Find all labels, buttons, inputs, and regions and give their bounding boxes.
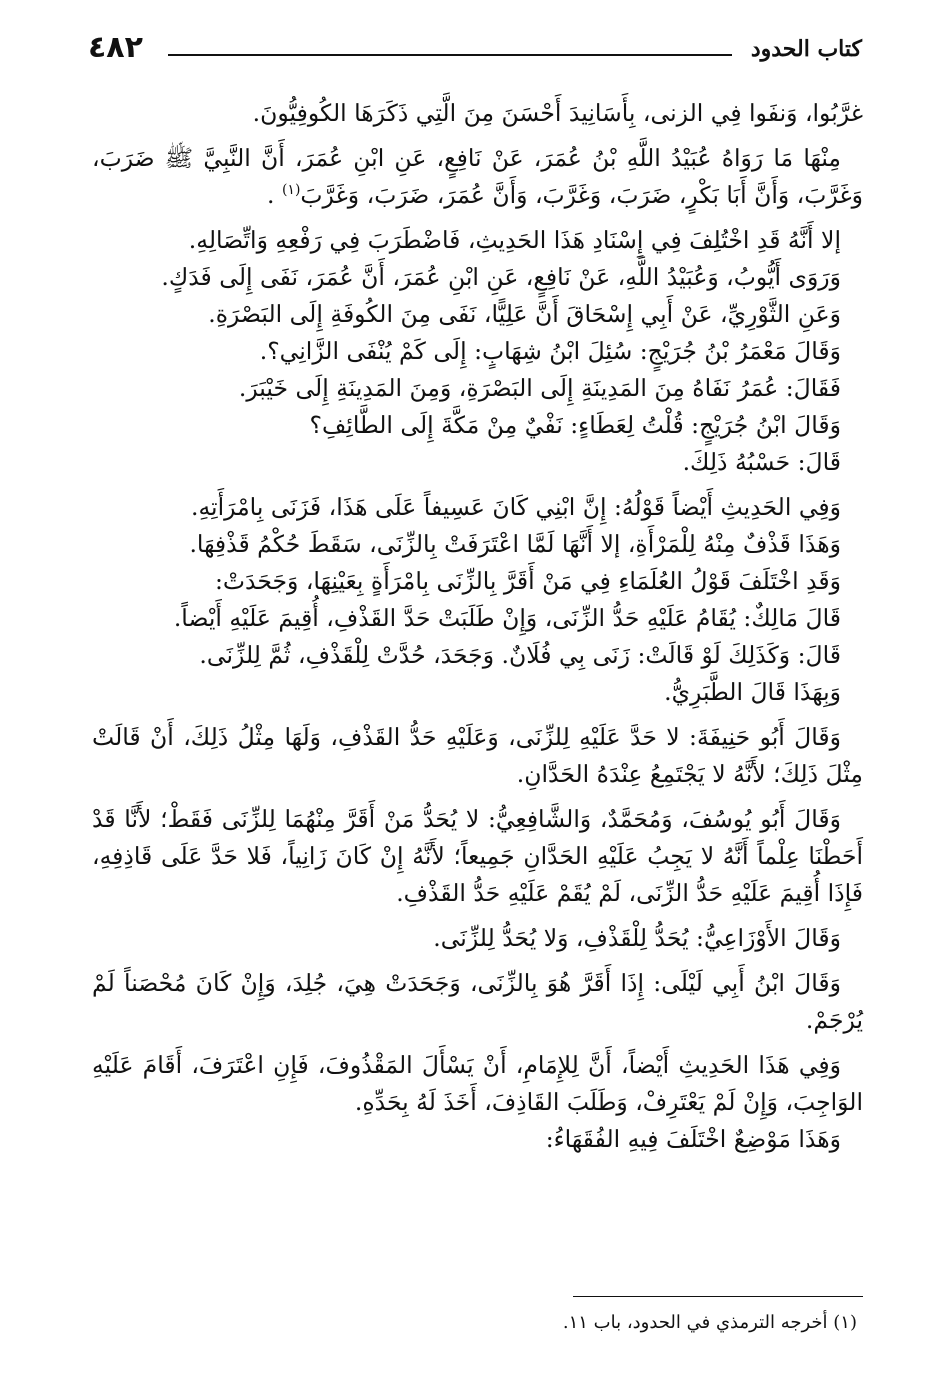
paragraph: فَقَالَ: عُمَرُ نَفَاهُ مِنَ المَدِينَةِ إِلَى البَصْرَةِ، وَمِنَ المَدِينَةِ إِلَى خَيْبَرَ. [238,374,841,402]
footnote: (١) أخرجه الترمذي في الحدود، باب ١١. [562,1312,857,1333]
paragraph: وَقَالَ ابْنُ جُرَيْجٍ: قُلْتُ لِعَطَاءٍ: نَفْيٌ مِنْ مَكَّةَ إِلَى الطَّائِفِ؟ [309,411,841,439]
paragraph: إلا أَنَّهُ قَدِ اخْتُلِفَ فِي إِسْنَادِ هَذَا الحَدِيثِ، فَاضْطَرَبَ فِي رَفْعِهِ وَاتِّصَالِهِ. [188,226,841,254]
paragraph: وَفِي هَذَا الحَدِيثِ أَيْضاً، أَنَّ لِلإِمَامِ، أَنْ يَسْأَلَ المَقْذُوفَ، فَإِنِ اعْتَرَفَ، أَقَامَ عَلَيْهِ الوَاجِبَ، وَإِنْ لَمْ يَعْتَرِفْ، وَطَلَبَ القَاذِفَ، أَخَذَ لَهُ بِحَدِّهِ. [92,1051,863,1116]
paragraph: وَقَدِ اخْتَلَفَ قَوْلُ العُلَمَاءِ فِي مَنْ أَقَرَّ بِالزِّنَى بِامْرَأَةٍ بِعَيْنِهَا، وَجَحَدَتْ: [214,567,841,595]
paragraph-text: مِنْهَا مَا رَوَاهُ عُبَيْدُ اللَّهِ بْنُ عُمَرَ، عَنْ نَافِعٍ، عَنِ ابْنِ عُمَرَ، أَنَّ النَّبِيَّ ﷺ ضَرَبَ، وَغَرَّبَ، وَأَنَّ أَبَا بَكْرٍ، ضَرَبَ، وَغَرَّبَ، وَأَنَّ عُمَرَ، ضَرَبَ، وَغَرَّبَ [92,144,863,209]
paragraph: وَفِي الحَدِيثِ أَيْضاً قَوْلُهُ: إِنَّ ابْنِي كَانَ عَسِيفاً عَلَى هَذَا، فَزَنَى بِامْرَأَتِهِ. [190,493,841,521]
paragraph: وَرَوَى أَيُّوبُ، وَعُبَيْدُ اللَّهِ، عَنْ نَافِعٍ، عَنِ ابْنِ عُمَرَ، أَنَّ عُمَرَ، نَفَى إِلَى فَدَكٍ. [161,263,841,291]
paragraph: وَهَذَا مَوْضِعٌ اخْتَلَفَ فِيهِ الفُقَهَاءُ: [545,1125,841,1153]
paragraph: وَقَالَ أَبُو يُوسُفَ، وَمُحَمَّدٌ، وَالشَّافِعِيُّ: لا يُحَدُّ مَنْ أَقَرَّ مِنْهُمَا لِلزِّنَى فَقَطْ؛ لأَنَّا قَدْ أَحَطْنَا عِلْماً أَنَّهُ لا يَجِبُ عَلَيْهِ الحَدَّانِ جَمِيعاً؛ لأَنَّهُ إِنْ كَانَ زَانِياً، فَلا حَدَّ عَلَى قَاذِفِهِ، فَإِذَا أُقِيمَ عَلَيْهِ حَدُّ الزِّنَى، لَمْ يُقَمْ عَلَيْهِ حَدُّ القَذْفِ. [92,805,863,907]
paragraph: وَقَالَ ابْنُ أَبِي لَيْلَى: إِذَا أَقَرَّ هُوَ بِالزِّنَى، وَجَحَدَتْ هِيَ، جُلِدَ، وَإِنْ كَانَ مُحْصَناً لَمْ يُرْجَمْ. [92,969,863,1034]
paragraph: وَقَالَ مَعْمَرُ بْنُ جُرَيْجٍ: سُئِلَ ابْنُ شِهَابٍ: إِلَى كَمْ يُنْفَى الزَّانِي؟. [259,337,841,365]
paragraph: وَهَذَا قَذْفٌ مِنْهُ لِلْمَرْأَةِ، إلا أَنَّهَا لَمَّا اعْتَرَفَتْ بِالزِّنَى، سَقَطَ حُكْمُ قَذْفِهَا. [189,530,841,558]
paragraph: قَالَ مَالِكٌ: يُقَامُ عَلَيْهِ حَدُّ الزِّنَى، وَإِنْ طَلَبَتْ حَدَّ القَذْفِ، أُقِيمَ عَلَيْهِ أَيْضاً. [173,604,841,632]
main-text [92,95,863,1158]
book-title: كتاب الحدود [750,36,862,62]
paragraph: قَالَ: وَكَذَلِكَ لَوْ قَالَتْ: زَنَى بِي فُلَانٌ. وَجَحَدَ، حُدَّتْ لِلْقَذْفِ، ثُمَّ لِلزِّنَى. [199,641,841,669]
paragraph: وَقَالَ الأَوْزَاعِيُّ: يُحَدُّ لِلْقَذْفِ، وَلا يُحَدُّ لِلزِّنَى. [433,924,841,952]
paragraph: وَبِهَذَا قَالَ الطَّبَرِيُّ. [664,678,841,706]
paragraph: غرَّبُوا، وَنفَوا فِي الزنى، بِأَسَانِيدَ أَحْسَنَ مِنَ الَّتِي ذَكَرَهَا الكُوفِيُّونَ. [252,99,863,127]
footnote-rule [573,1296,863,1297]
paragraph: وَعَنِ الثَّوْرِيِّ، عَنْ أَبِي إِسْحَاقَ أَنَّ عَلِيًّا، نَفَى مِنَ الكُوفَةِ إِلَى البَصْرَةِ. [208,300,841,328]
paragraph: وَقَالَ أَبُو حَنِيفَةَ: لا حَدَّ عَلَيْهِ لِلزِّنَى، وَعَلَيْهِ حَدُّ القَذْفِ، وَلَهَا مِثْلُ ذَلِكَ، أَنْ قَالَتْ مِثْلَ ذَلِكَ؛ لأَنَّهُ لا يَجْتَمِعُ عِنْدَهُ الحَدَّانِ. [92,723,863,788]
footnote-ref: (١) [281,182,301,199]
paragraph: مِنْهَا مَا رَوَاهُ عُبَيْدُ اللَّهِ بْنُ عُمَرَ، عَنْ نَافِعٍ، عَنِ ابْنِ عُمَرَ، أَنَّ النَّبِيَّ ﷺ ضَرَبَ، وَغَرَّبَ، وَأَنَّ أَبَا بَكْرٍ، ضَرَبَ، وَغَرَّبَ، وَأَنَّ عُمَرَ، ضَرَبَ، وَغَرَّبَ$^{(١)}$ . [92,144,863,209]
paragraph: قَالَ: حَسْبُهُ ذَلِكَ. [682,448,841,476]
header-rule [168,54,732,56]
page-number: ٤٨٢ [88,30,143,65]
page-header [88,30,862,74]
